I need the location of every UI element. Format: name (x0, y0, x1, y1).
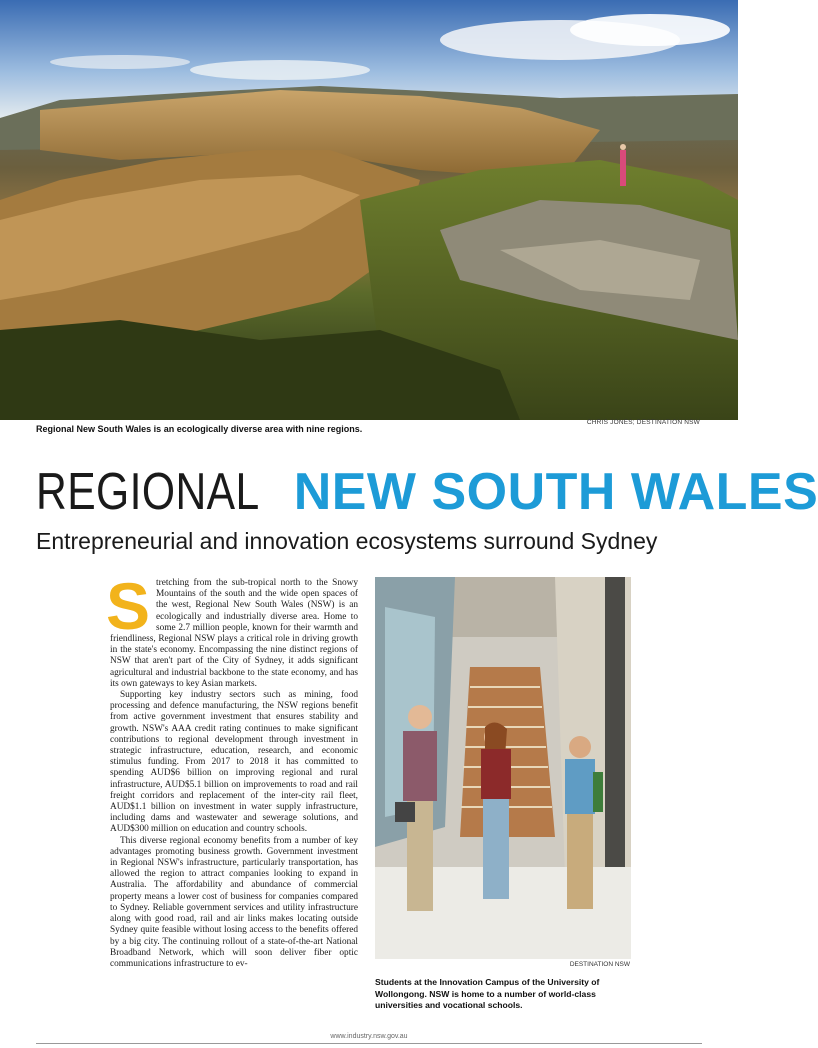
drop-cap: S (106, 569, 151, 643)
title-part-regional: REGIONAL (36, 463, 260, 521)
article-body (106, 569, 358, 970)
page-title (36, 460, 818, 524)
hero-caption: Regional New South Wales is an ecologically diverse area with nine regions. (36, 424, 363, 434)
article-paragraph (106, 569, 358, 690)
hero-photo (0, 0, 738, 420)
students-photo-caption: Students at the Innovation Campus of the University of Wollongong. NSW is home to a number of world-class universities and vocational schools. (375, 977, 600, 1010)
students-photo-credit: DESTINATION NSW (569, 961, 630, 968)
footer-url[interactable]: www.industry.nsw.gov.au (330, 1033, 408, 1040)
campus-interior-image (375, 577, 631, 959)
paragraph-text: tretching from the sub-tropical north to the Snowy Mountains of the south and the wide open spaces of the west, Regional New South Wales (NSW) is an ecologically and industrially diverse area. Home to some 2.7 million people, known for their warmth and friendliness, Regional NSW plays a critical role in driving growth in the state's economy. Encompassing the nine distinct regions of NSW that aren't part of the City of Sydney, it adds significant agricultural and industrial backbone to the state economy, and has its own gateways to key Asian markets. (110, 578, 358, 689)
article-paragraph: This diverse regional economy benefits from a number of key advantages promoting business growth. Government investment in Regional NSW's infrastructure, particularly transportation, has allowed the region to attract companies looking to expand in Australia. The affordability and abundance of commercial property means a lower cost of business for companies compared to Sydney. Reliable government services and utility infrastructure along with good road, rail and air links makes locating outside Sydney quite feasible without losing access to the benefits offered by a big city. The continuing rollout of a state-of-the-art National Broadband Network, which will soon deliver fiber optic communications infrastructure to ev- (110, 835, 358, 969)
footer-divider (36, 1043, 702, 1044)
students-photo (375, 577, 631, 959)
article-paragraph: Supporting key industry sectors such as mining, food processing and defence manufacturing, the NSW regions benefit from active government investment that ensures stability and growth. NSW's AAA credit rating continues to make significant contributions to regional development through investment in strategic infrastructure, education, research, and economic stimulus funding. From 2017 to 2018 it has committed to spending AUD$6 billion on improving regional and rural infrastructure, AUD$5.1 billion on improvements to road and rail freight corridors and replacement of the inter-city rail fleet, AUD$1.1 billion on investment in water supply infrastructure, including dams and wastewater and sewerage solutions, and AUD$300 million on education and country schools. (110, 690, 358, 835)
mountain-landscape-image (0, 0, 738, 420)
page-subtitle: Entrepreneurial and innovation ecosystems surround Sydney (36, 528, 658, 554)
hero-photo-credit: CHRIS JONES; DESTINATION NSW (586, 419, 700, 426)
title-part-nsw: NEW SOUTH WALES (293, 463, 818, 521)
